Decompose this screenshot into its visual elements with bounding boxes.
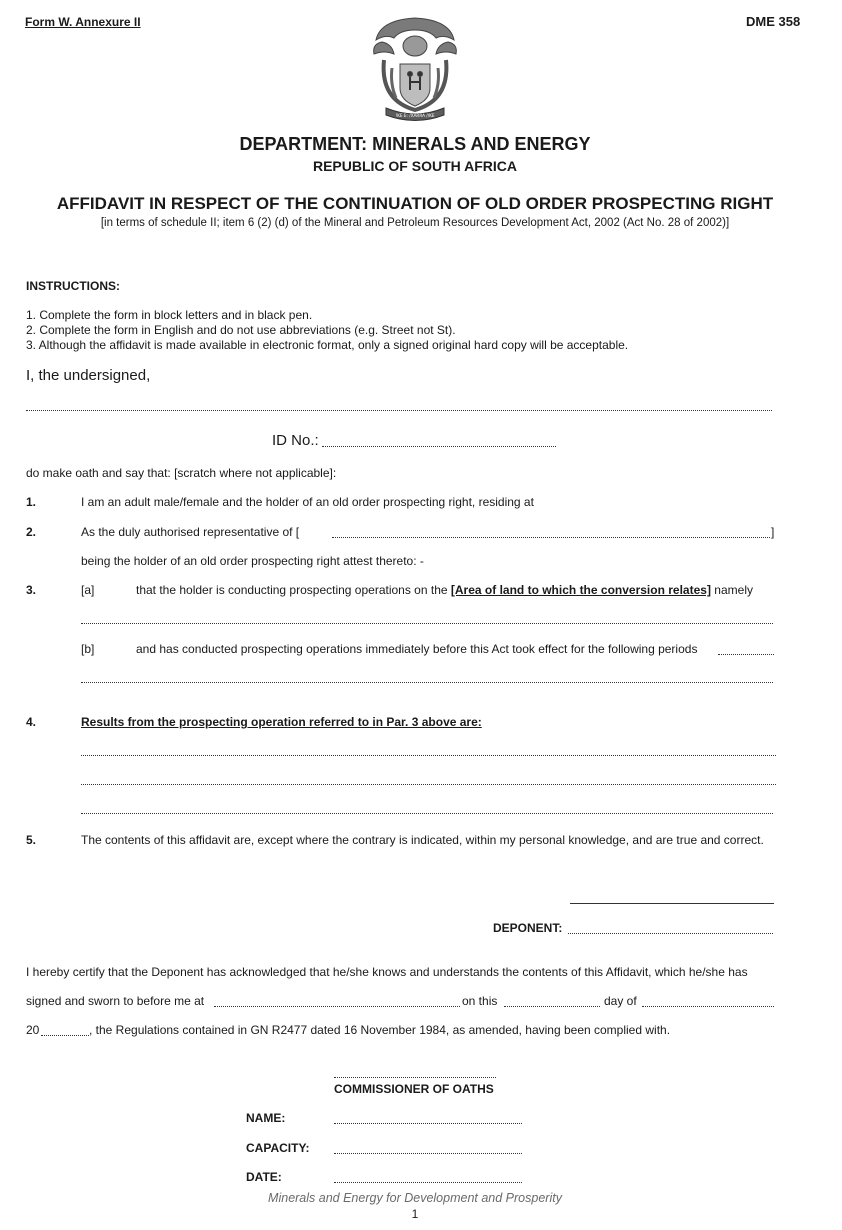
undersigned-name-field[interactable] [26, 410, 772, 411]
instruction-item: 1. Complete the form in block letters and in black pen. [26, 308, 313, 322]
commissioner-capacity-field[interactable] [334, 1153, 522, 1154]
coat-of-arms-icon [370, 14, 460, 122]
commissioner-name-label: NAME: [246, 1111, 286, 1125]
commissioner-date-field[interactable] [334, 1182, 522, 1183]
undersigned-label: I, the undersigned, [26, 367, 151, 384]
area-of-land-field[interactable] [81, 623, 773, 624]
deponent-signature-line[interactable] [570, 903, 774, 904]
paragraph-4-heading: Results from the prospecting operation referred to in Par. 3 above are: [81, 715, 482, 729]
commissioner-title: COMMISSIONER OF OATHS [334, 1082, 494, 1096]
bracket-close: ] [771, 525, 775, 539]
commissioner-capacity-label: CAPACITY: [246, 1141, 310, 1155]
sworn-at-place-field[interactable] [214, 1006, 460, 1007]
act-reference: [in terms of schedule II; item 6 (2) (d) of the Mineral and Petroleum Resources Development Act, 2002 (Act No. 28 of 2002)] [100, 217, 730, 229]
id-number-field[interactable] [322, 446, 556, 447]
commissioner-name-field[interactable] [334, 1123, 522, 1124]
footer-slogan: Minerals and Energy for Development and Prosperity [268, 1191, 562, 1205]
paragraph-3a-emphasis: [Area of land to which the conversion relates] [450, 583, 711, 597]
certify-sworn-at-label: signed and sworn to before me at [26, 994, 205, 1008]
paragraph-2-line2: being the holder of an old order prospecting right attest thereto: - [81, 554, 424, 568]
representative-of-field[interactable] [332, 537, 770, 538]
results-field-line[interactable] [81, 755, 776, 756]
instructions-heading: INSTRUCTIONS: [26, 279, 120, 293]
affidavit-title: AFFIDAVIT IN RESPECT OF THE CONTINUATION OF OLD ORDER PROSPECTING RIGHT [56, 194, 774, 213]
results-field-line[interactable] [81, 813, 773, 814]
certify-year-prefix: 20 [26, 1023, 40, 1037]
paragraph-3a-tail: namely [714, 583, 753, 597]
oath-statement: do make oath and say that: [scratch where not applicable]: [26, 466, 337, 480]
republic-title: REPUBLIC OF SOUTH AFRICA [312, 158, 518, 174]
instruction-item: 2. Complete the form in English and do not use abbreviations (e.g. Street not St). [26, 323, 456, 337]
paragraph-2-text: As the duly authorised representative of [ [81, 525, 300, 539]
sworn-month-field[interactable] [642, 1006, 774, 1007]
instruction-item: 3. Although the affidavit is made available in electronic format, only a signed original hard copy will be acceptable. [26, 338, 629, 352]
sworn-day-field[interactable] [504, 1006, 600, 1007]
dme-code: DME 358 [746, 14, 801, 29]
paragraph-number: 3. [26, 583, 37, 597]
paragraph-1-text: I am an adult male/female and the holder of an old order prospecting right, residing at [81, 495, 534, 509]
certify-line-1: I hereby certify that the Deponent has acknowledged that he/she knows and understands the contents of this Affidavit, which he/she has [26, 965, 748, 979]
paragraph-number: 5. [26, 833, 37, 847]
paragraph-number: 1. [26, 495, 37, 509]
id-number-label: ID No.: [272, 432, 319, 449]
seal-motto: !KE E: /XARRA //KE [395, 113, 435, 118]
deponent-label: DEPONENT: [493, 921, 563, 935]
department-title: DEPARTMENT: MINERALS AND ENERGY [239, 134, 591, 154]
commissioner-signature-field[interactable] [334, 1077, 496, 1078]
paragraph-3a-label: [a] [81, 583, 95, 597]
sworn-year-field[interactable] [41, 1035, 89, 1036]
results-field-line[interactable] [81, 784, 776, 785]
paragraph-3a-text: that the holder is conducting prospecting operations on the [136, 583, 448, 597]
paragraph-number: 2. [26, 525, 37, 539]
form-reference: Form W. Annexure II [25, 15, 141, 29]
periods-field[interactable] [81, 682, 773, 683]
paragraph-3a-line [136, 583, 753, 597]
paragraph-3b-label: [b] [81, 642, 95, 656]
commissioner-date-label: DATE: [246, 1170, 282, 1184]
paragraph-3b-text: and has conducted prospecting operations immediately before this Act took effect for the following periods [136, 642, 698, 656]
deponent-field[interactable] [568, 933, 773, 934]
certify-on-this-label: on this [462, 994, 498, 1008]
paragraph-5-text: The contents of this affidavit are, except where the contrary is indicated, within my personal knowledge, and are true and correct. [81, 833, 764, 847]
page-number: 1 [411, 1207, 419, 1221]
certify-day-of-label: day of [604, 994, 637, 1008]
certify-line-3: , the Regulations contained in GN R2477 dated 16 November 1984, as amended, having been complied with. [89, 1023, 671, 1037]
paragraph-number: 4. [26, 715, 37, 729]
periods-field-inline[interactable] [718, 654, 774, 655]
